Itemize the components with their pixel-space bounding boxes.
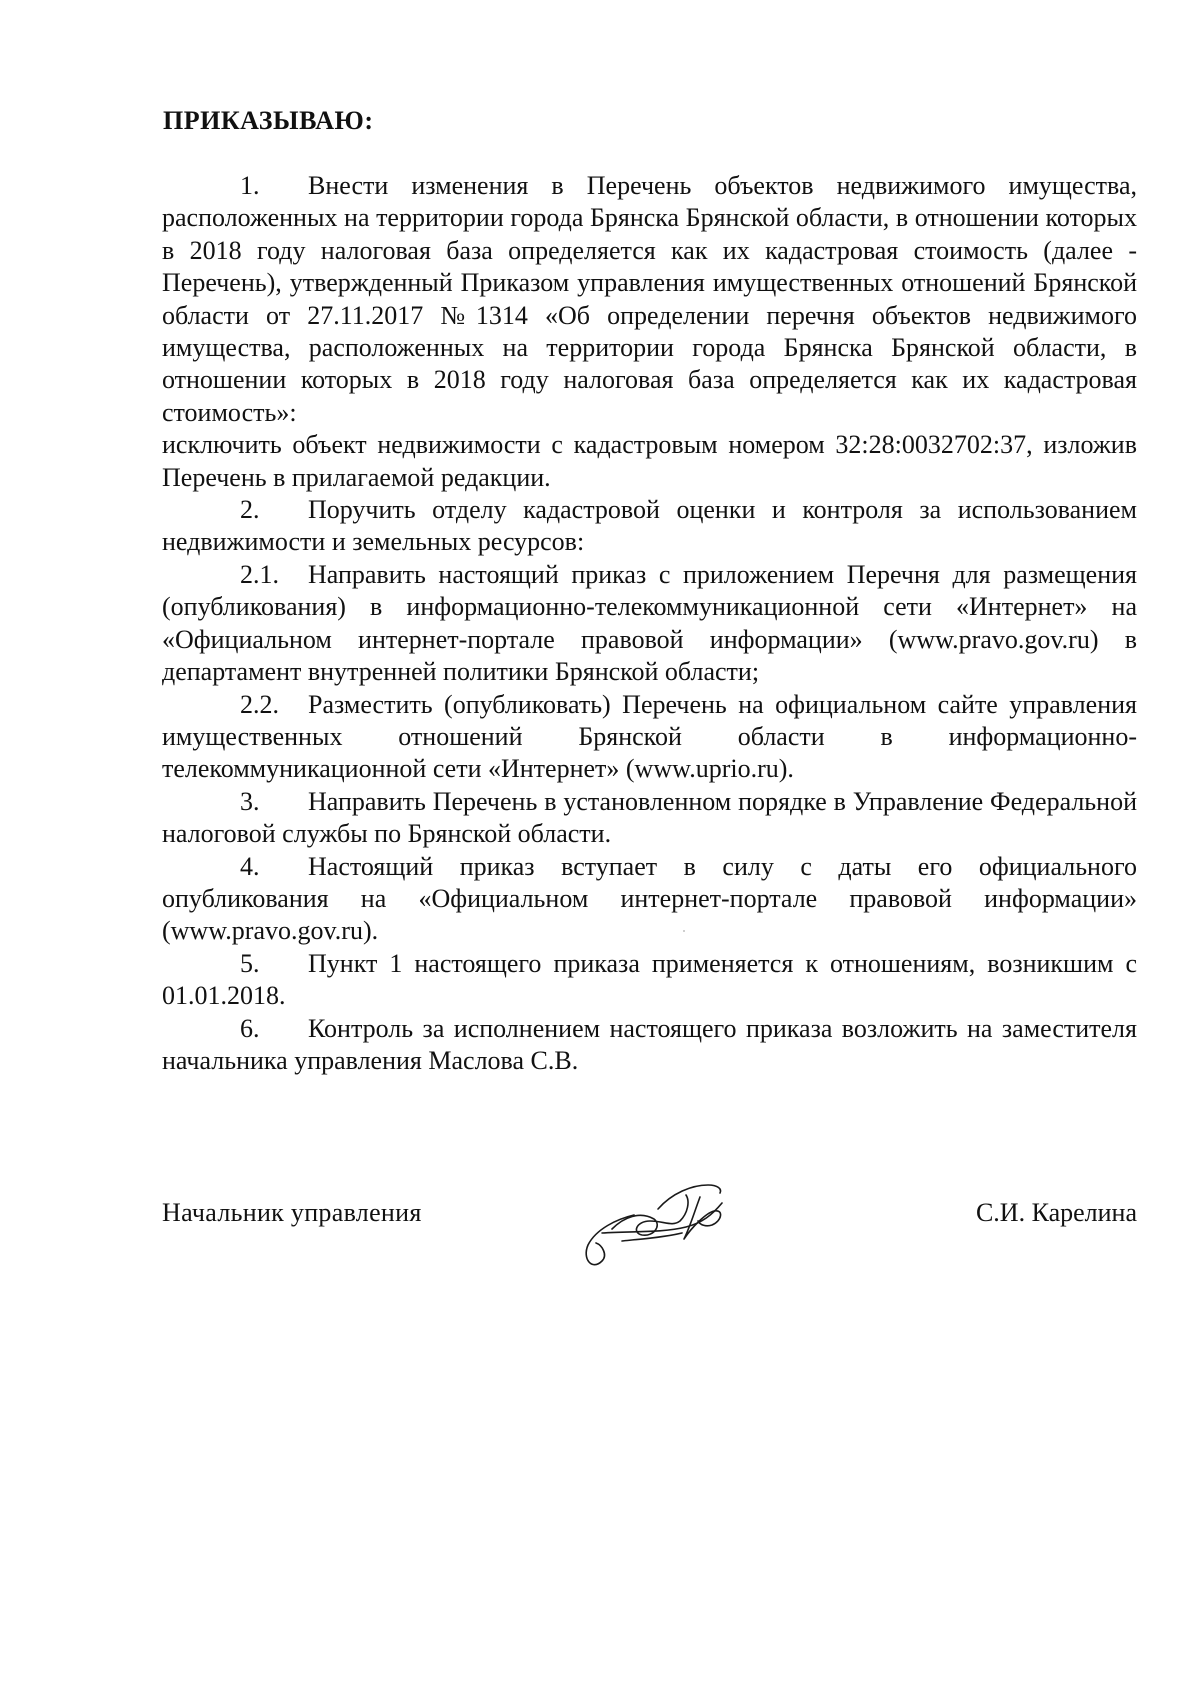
item-number: 2.2. bbox=[240, 689, 279, 719]
order-item-3 bbox=[162, 786, 1137, 851]
item-text: Пункт 1 настоящего приказа применяется к отношениям, возникшим с 01.01.2018. bbox=[162, 948, 1137, 1011]
item-number: 6. bbox=[240, 1013, 260, 1043]
signature-strokes bbox=[586, 1185, 722, 1265]
item-number: 4. bbox=[240, 851, 260, 881]
item-number: 5. bbox=[240, 948, 260, 978]
item-text: Настоящий приказ вступает в силу с даты его официального опубликования на «Официальном интернет-портале правовой информации» (www.pravo.gov.ru). bbox=[162, 851, 1137, 946]
item-text: Разместить (опубликовать) Перечень на официальном сайте управления имущественных отношений Брянской области в информационно-телекоммуникационной сети «Интернет» (www.uprio.ru). bbox=[162, 689, 1137, 784]
order-item-4 bbox=[162, 851, 1137, 948]
order-item-5 bbox=[162, 948, 1137, 1013]
order-item-2-2 bbox=[162, 689, 1137, 786]
item-number: 2.1. bbox=[240, 559, 279, 589]
item-text: Внести изменения в Перечень объектов недвижимого имущества, расположенных на территории города Брянска Брянской области, в отношении которых в 2018 году налоговая база определяется как их кадастровая стоимость (далее - Перечень), утвержденный Приказом управления имущественных отношений Брянской области от 27.11.2017 №1314 «Об определении перечня объектов недвижимого имущества, расположенных на территории города Брянска Брянской области, в отношении которых в 2018 году налоговая база определяется как их кадастровая стоимость»: bbox=[162, 171, 1137, 427]
signature-stroke-tail bbox=[684, 1197, 721, 1239]
item-number: 2. bbox=[240, 495, 260, 525]
order-item-2 bbox=[162, 494, 1137, 559]
order-body bbox=[162, 170, 1137, 1077]
order-item-1-continuation: исключить объект недвижимости с кадастровым номером 32:28:0032702:37, изложив Перечень в прилагаемой редакции. bbox=[162, 430, 1137, 492]
order-item-1 bbox=[162, 170, 1137, 429]
item-number: 3. bbox=[240, 786, 260, 816]
order-item-6 bbox=[162, 1013, 1137, 1078]
item-text: Поручить отделу кадастровой оценки и контроля за использованием недвижимости и земельных ресурсов: bbox=[162, 495, 1137, 557]
handwritten-signature bbox=[562, 1163, 752, 1283]
scan-speck bbox=[683, 930, 685, 932]
signatory-position: Начальник управления bbox=[162, 1198, 422, 1227]
order-heading: ПРИКАЗЫВАЮ: bbox=[163, 106, 374, 135]
item-text: Направить Перечень в установленном порядке в Управление Федеральной налоговой службы по Брянской области. bbox=[162, 786, 1137, 849]
signature-stroke-crown bbox=[658, 1185, 721, 1209]
signatory-name: С.И. Карелина bbox=[975, 1198, 1137, 1227]
signature-stroke-swash bbox=[602, 1203, 722, 1233]
item-number: 1. bbox=[240, 171, 260, 200]
item-text: Направить настоящий приказ с приложением Перечня для размещения (опубликования) в информационно-телекоммуникационной сети «Интернет» на «Официальном интернет-портале правовой информации» (www.pravo.gov.ru) в департамент внутренней политики Брянской области; bbox=[162, 559, 1137, 687]
signature-block bbox=[162, 1198, 1137, 1318]
item-text: Контроль за исполнением настоящего приказа возложить на заместителя начальника управления Маслова С.В. bbox=[162, 1013, 1137, 1075]
order-item-2-1 bbox=[162, 559, 1137, 689]
